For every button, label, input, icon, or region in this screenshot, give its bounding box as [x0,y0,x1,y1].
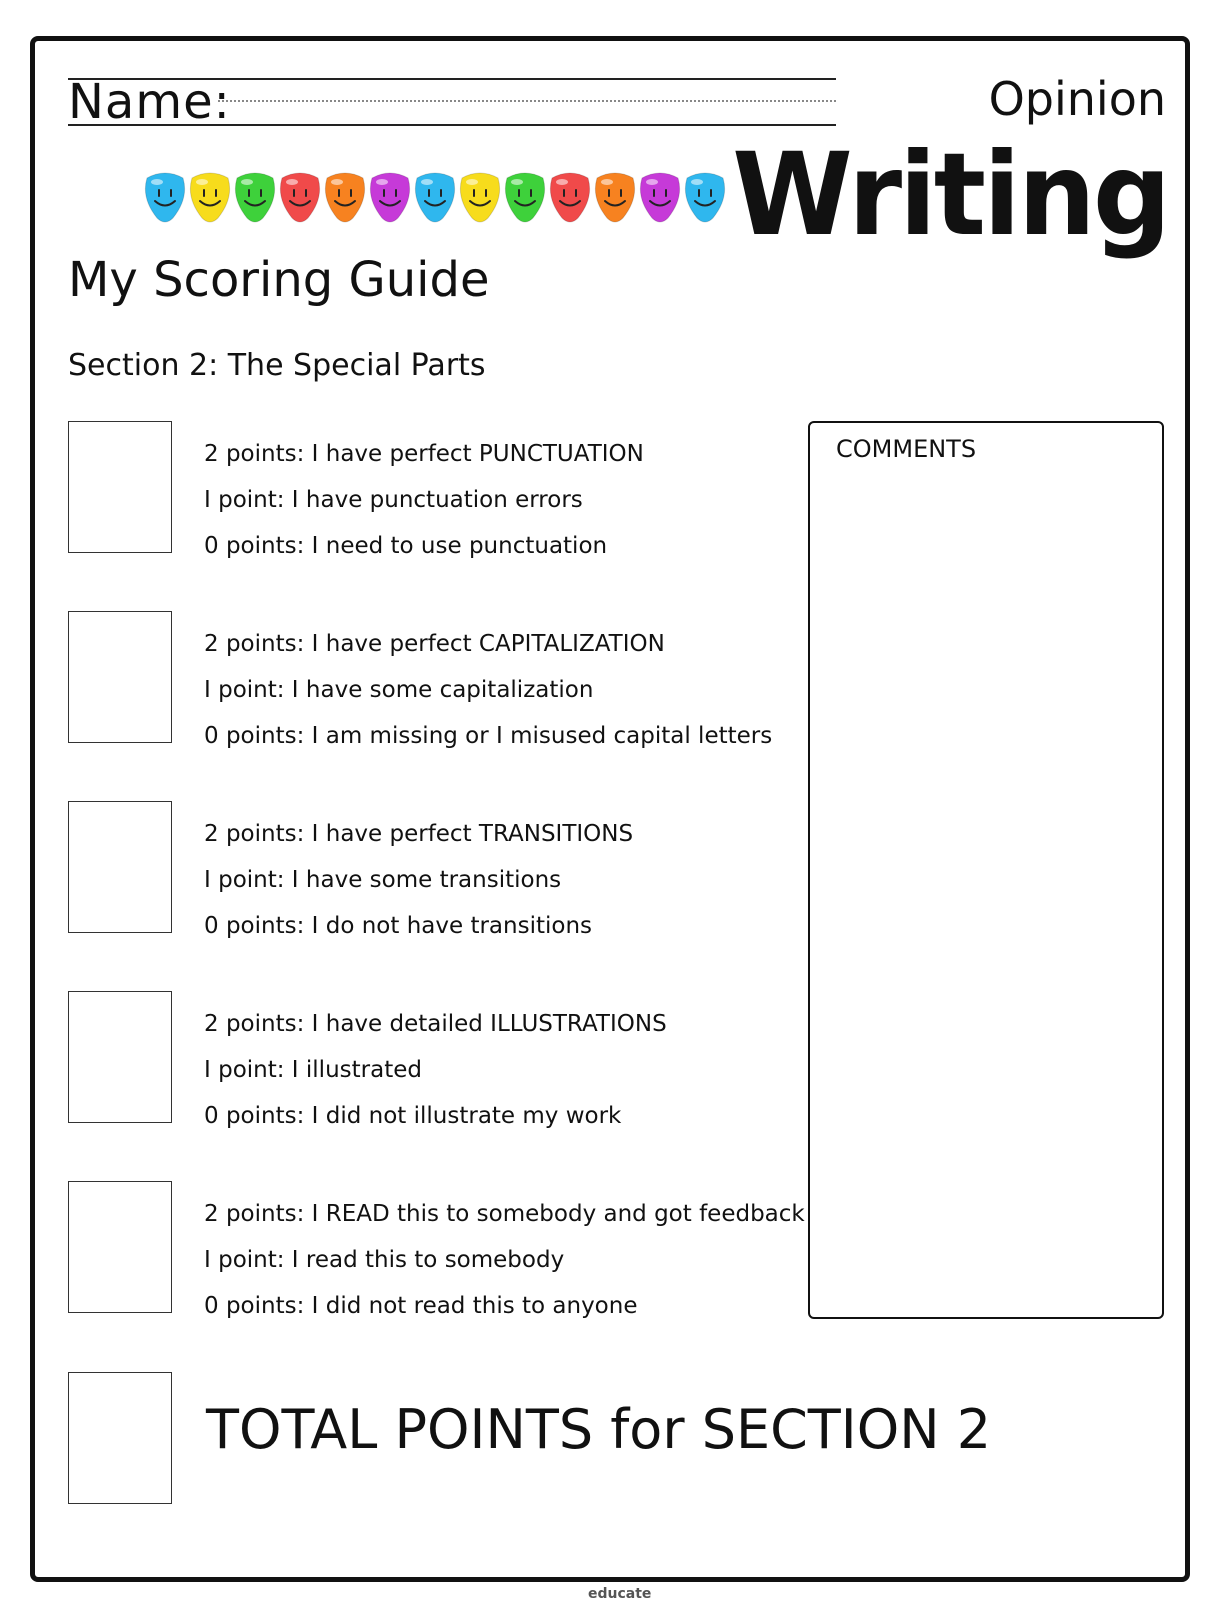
criterion-line: 2 points: I have perfect CAPITALIZATION [204,631,665,657]
smiley-face-icon [233,170,277,224]
name-line-dotted [218,100,836,102]
smiley-face-icon [323,170,367,224]
criterion-line: 2 points: I have perfect PUNCTUATION [204,441,644,467]
name-field[interactable] [68,74,836,130]
smiley-face-icon [143,170,187,224]
smiley-face-icon [368,170,412,224]
smiley-face-icon [548,170,592,224]
smiley-face-icon [503,170,547,224]
section-title: Section 2: The Special Parts [68,348,486,383]
smiley-faces-banner [143,170,743,226]
criterion-punctuation [68,421,798,557]
criterion-line: I point: I have punctuation errors [204,487,583,513]
smiley-face-icon [188,170,232,224]
criterion-line: 2 points: I READ this to somebody and got feedback [204,1201,805,1227]
logo-text: educate [588,1586,652,1602]
criterion-line: 0 points: I need to use punctuation [204,533,608,559]
smiley-face-icon [278,170,322,224]
title-opinion: Opinion [988,72,1166,126]
score-box[interactable] [68,1181,172,1313]
score-box[interactable] [68,801,172,933]
criterion-line: 0 points: I am missing or I misused capital letters [204,723,773,749]
smiley-face-icon [413,170,457,224]
scoring-guide-title: My Scoring Guide [68,252,490,308]
smiley-face-icon [458,170,502,224]
criterion-line: I point: I have some transitions [204,867,562,893]
criterion-line: I point: I illustrated [204,1057,422,1083]
criterion-capitalization [68,611,798,747]
criterion-reading [68,1181,805,1319]
criterion-line: 2 points: I have perfect TRANSITIONS [204,821,634,847]
comments-label: COMMENTS [836,435,977,463]
score-box[interactable] [68,421,172,553]
criterion-line: 0 points: I do not have transitions [204,913,593,939]
criterion-line: I point: I read this to somebody [204,1247,565,1273]
smiley-face-icon [593,170,637,224]
total-score-box[interactable] [68,1372,172,1504]
score-box[interactable] [68,991,172,1123]
title-writing: Writing [731,128,1168,261]
smiley-face-icon [638,170,682,224]
criterion-illustrations [68,991,798,1127]
criterion-line: 2 points: I have detailed ILLUSTRATIONS [204,1011,667,1037]
criterion-line: 0 points: I did not illustrate my work [204,1103,622,1129]
educate-logo [588,1586,652,1602]
criterion-line: 0 points: I did not read this to anyone [204,1293,638,1319]
total-label: TOTAL POINTS for SECTION 2 [206,1398,992,1461]
comments-box[interactable] [808,421,1164,1319]
criterion-line: I point: I have some capitalization [204,677,594,703]
criterion-transitions [68,801,798,937]
smiley-face-icon [683,170,727,224]
name-label: Name: [68,74,231,130]
score-box[interactable] [68,611,172,743]
